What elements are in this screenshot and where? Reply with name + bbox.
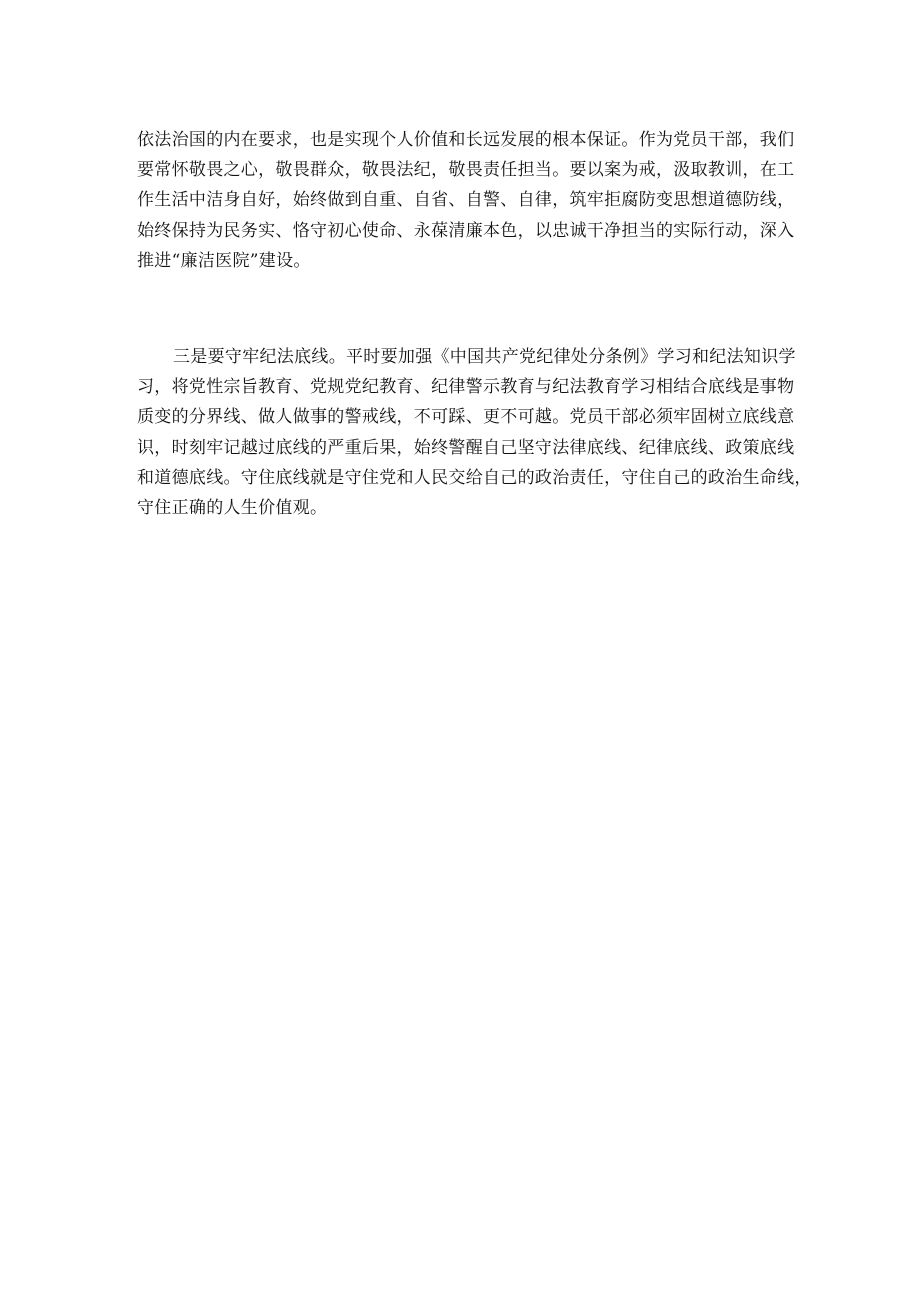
- paragraph-line: 依法治国的内在要求，也是实现个人价值和长远发展的根本保证。作为党员干部，我们: [137, 130, 795, 150]
- paragraph-line: 推进“廉洁医院”建设。: [137, 250, 311, 271]
- paragraph-line: 要常怀敬畏之心，敬畏群众，敬畏法纪，敬畏责任担当。要以案为戒，汲取教训，在工: [137, 160, 795, 181]
- paragraph-line: 作生活中洁身自好，始终做到自重、自省、自警、自律，筑牢拒腐防变思想道德防线，: [137, 190, 795, 211]
- paragraph-line: 质变的分界线、做人做事的警戒线，不可踩、更不可越。党员干部必须牢固树立底线意: [137, 407, 795, 428]
- paragraph-line: 和道德底线。守住底线就是守住党和人民交给自己的政治责任，守住自己的政治生命线，: [137, 467, 812, 488]
- paragraph-third-point: [137, 347, 812, 523]
- paragraph-line: 识，时刻牢记越过底线的严重后果，始终警醒自己坚守法律底线、纪律底线、政策底线: [137, 437, 795, 458]
- paragraph-continuation: [137, 130, 795, 276]
- paragraph-line: 守住正确的人生价值观。: [137, 497, 328, 518]
- paragraph-line: 始终保持为民务实、恪守初心使命、永葆清廉本色，以忠诚干净担当的实际行动，深入: [137, 220, 795, 241]
- paragraph-line: 习，将党性宗旨教育、党规党纪教育、纪律警示教育与纪法教育学习相结合底线是事物: [137, 377, 795, 398]
- paragraph-line: 三是要守牢纪法底线。平时要加强《中国共产党纪律处分条例》学习和纪法知识学: [173, 347, 796, 367]
